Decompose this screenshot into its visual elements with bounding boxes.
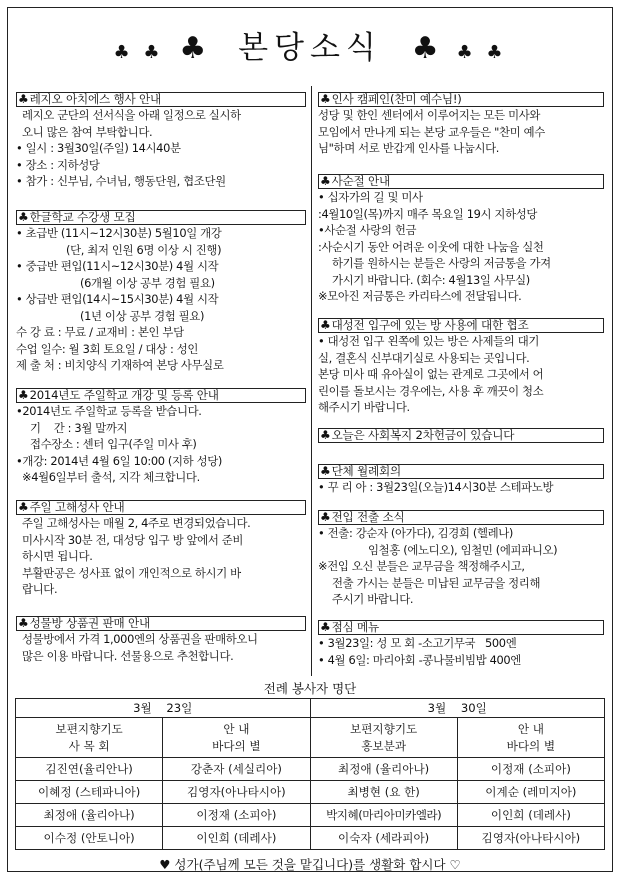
date-row [16,699,605,718]
text-line: ※4월6일부터 출석, 지각 체크합니다. [22,470,200,484]
text-line: :4월10일(목)까지 매주 목요일 19시 지하성당 [318,206,538,221]
text-line: 수 강 료 : 무료 / 교재비 : 본인 부담 [16,325,184,339]
header-cell [310,718,457,758]
column-divider [311,86,312,676]
header-group: 바다의 별 [506,738,556,753]
heading-text: 대성전 입구에 있는 방 사용에 대한 협조 [331,318,529,332]
heading-text: 오늘은 사회복지 2차헌금이 있습니다 [331,428,515,442]
heading-text: 주일 고해성사 안내 [29,500,125,514]
schedule-table [15,698,605,850]
header-group: 바다의 별 [212,738,261,753]
section-room-usage [318,318,604,416]
text-line: •2014년도 주일학교 등록을 받습니다. [16,404,202,418]
heading-text: 레지오 아치에스 행사 안내 [29,92,162,106]
schedule-title: 전례 봉사자 명단 [263,681,357,696]
text-line: • 장소 : 지하성당 [16,157,100,172]
section-sunday-school [16,388,306,486]
bulletin-page [7,7,613,872]
text-line: 접수장소 : 센터 입구(주일 미사 후) [30,437,197,451]
text-line: 제 출 처 : 비치양식 기재하여 본당 사무실로 [16,358,224,372]
text-line: :사순시기 동안 어려운 이웃에 대한 나눔을 실천 [318,239,544,254]
section-heading [16,616,306,631]
table-row [16,781,605,804]
heading-text: 단체 월례회의 [331,464,402,478]
text-line: 해주시기 바랍니다. [318,400,410,414]
text-line: 미사시작 30분 전, 대성당 입구 방 앞에서 준비 [22,532,244,547]
text-line: 린이를 돌보시는 경우에는, 사용 후 깨끗이 청소 [318,383,544,398]
section-heading [16,500,306,515]
table-cell: 최병현 (요 한) [310,781,457,804]
table-cell: 이수정 (안토니아) [16,827,163,850]
header-role: 안 내 [517,721,544,736]
club-icon: ♣ [320,318,331,332]
heading-text: 한글학교 수강생 모집 [29,210,136,224]
section-welfare-collection [318,428,604,443]
club-icon: ♣ [320,620,331,634]
text-line: 많은 이용 바랍니다. 선물용으로 추천합니다. [22,648,234,663]
header-role: 안 내 [223,721,250,736]
table-cell: 김진연(율리안나) [16,758,163,781]
table-cell: 박지혜(마리아미카엘라) [310,804,457,827]
table-cell: 이정재 (소피아) [457,758,604,781]
club-icon: ♣ [320,428,331,442]
section-greeting [318,92,604,157]
text-line: •개강: 2014년 4월 6일 10:00 (지하 성당) [16,453,223,468]
club-icon: ♣ [18,388,29,402]
section-heading [16,92,306,107]
text-line: ※전입 오신 분들은 교무금을 책정해주시고, [318,559,525,573]
table-cell: 최정애 (율리아나) [310,758,457,781]
table-cell: 이인희 (데레사) [163,827,310,850]
text-line: 레지오 군단의 선서식을 아래 일정으로 실시하 [22,108,241,122]
heading-text: 성물방 상품권 판매 안내 [29,616,151,630]
text-line: 실, 결혼식 신부대기실로 사용되는 곳입니다. [318,350,530,365]
text-line: 오니 많은 참여 부탁합니다. [22,124,153,139]
header-role: 보편지향기도 [55,721,123,736]
section-korean-school [16,210,306,374]
club-icon: ♣ [320,510,331,524]
text-line: • 전출: 강순자 (아가다), 김경희 (헬레나) [318,526,514,540]
text-line: • 3월23일: 성 모 회 -소고기무국 500엔 [318,636,517,650]
text-line: 랍니다. [22,582,58,596]
club-icon: ♣ [18,92,29,106]
section-group-meeting [318,464,604,496]
table-cell: 강춘자 (세실리아) [163,758,310,781]
heading-text: 2014년도 주일학교 개강 및 등록 안내 [29,388,219,402]
header-cell [16,718,163,758]
section-heading [16,388,306,403]
footer-slogan: ♥ 성가(주님께 모든 것을 맡깁니다)를 생활화 합시다 ♡ [159,857,461,872]
text-line: ※모아진 저금통은 카리타스에 전달됩니다. [318,289,522,303]
heading-text: 전입 전출 소식 [331,510,405,524]
header-role: 보편지향기도 [350,721,418,736]
section-gift-certificate [16,616,306,664]
text-line: 성물방에서 가격 1,000엔의 상품권을 판매하오니 [22,632,258,646]
text-line: • 대성전 입구 왼쪽에 있는 방은 사제들의 대기 [318,334,540,348]
text-line: 성당 및 한인 센터에서 이루어지는 모든 미사와 [318,108,541,122]
section-heading [318,620,604,635]
text-line: 하시면 됩니다. [22,549,93,563]
table-row [16,804,605,827]
text-line: 모임에서 만나게 되는 본당 교우들은 "찬미 예수 [318,124,545,139]
text-line: (6개월 이상 공부 경험 필요) [80,275,215,290]
table-cell: 김영자(아나타시아) [457,827,604,850]
text-line: 하기를 원하시는 분들은 사랑의 저금통을 가져 [332,256,551,270]
text-line: 가시기 바랍니다. (회수: 4월13일 사무실) [332,272,530,287]
text-line: • 상급반 편입(14시~15시30분) 4월 시작 [16,292,219,306]
text-line: • 십자가의 길 및 미사 [318,190,423,204]
text-line: 부활판공은 성사표 없이 개인적으로 하시기 바 [22,565,241,580]
section-heading [318,318,604,333]
title-text: 본당소식 [238,30,382,66]
section-heading [318,174,604,189]
section-transfer [318,510,604,608]
header-group: 홍보분과 [361,738,407,753]
text-line: • 꾸 리 아 : 3월23일(오늘)14시30분 스테파노방 [318,480,554,494]
text-line: 주일 고해성사는 매월 2, 4주로 변경되었습니다. [22,516,251,530]
header-cell [457,718,604,758]
section-confession [16,500,306,598]
header-cell [163,718,310,758]
table-cell: 이혜정 (스테파니아) [16,781,163,804]
club-icon: ♣ [18,500,29,514]
text-line: 전출 가시는 분들은 미납된 교무금을 정리해 [332,575,541,590]
text-line: (1년 이상 공부 경험 필요) [80,308,205,323]
heading-text: 사순절 안내 [331,174,391,188]
clubs-decoration-right: ♣ ♣ [456,42,507,63]
table-cell: 이인희 (데레사) [457,804,604,827]
text-line: • 중급반 편입(11시~12시30분) 4월 시작 [16,259,219,273]
section-heading [318,428,604,443]
heading-text: 인사 캠페인(찬미 예수님!) [331,92,462,106]
clubs-decoration-left: ♣ ♣ [113,42,164,63]
club-icon: ♣ [18,616,29,630]
text-line: • 일시 : 3월30일(주일) 14시40분 [16,141,181,155]
table-cell: 최정애 (율리아나) [16,804,163,827]
table-cell: 이계순 (레미지아) [457,781,604,804]
table-cell: 이정재 (소피아) [163,804,310,827]
club-icon: ♣ [320,174,331,188]
page-title [8,22,612,67]
section-heading [318,464,604,479]
section-heading [318,92,604,107]
text-line: 님"하며 서로 반갑게 인사를 나눕시다. [318,141,500,155]
section-legio [16,92,306,190]
text-line: • 초급반 (11시~12시30분) 5월10일 개강 [16,226,222,240]
text-line: 임철홍 (에노디오), 임철민 (에피파니오) [368,542,558,557]
text-line: • 참가 : 신부님, 수녀님, 행동단원, 협조단원 [16,174,226,188]
text-line: 수업 일수: 월 3회 토요일 / 대상 : 성인 [16,341,199,356]
club-icon: ♣ [320,92,331,106]
text-line: (단, 최저 인원 6명 이상 시 진행) [66,242,222,257]
section-lent [318,174,604,305]
heading-text: 점심 메뉴 [331,620,380,634]
club-icon: ♣ [18,210,29,224]
header-group: 사 목 회 [68,738,110,753]
text-line: 본당 미사 때 유아실이 없는 관계로 그곳에서 어 [318,367,544,381]
date-cell: 3월 30일 [310,699,605,718]
table-cell: 김영자(아나타시아) [163,781,310,804]
text-line: • 4월 6일: 마리아회 -콩나물비빔밥 400엔 [318,652,521,667]
table-row [16,827,605,850]
date-cell: 3월 23일 [16,699,311,718]
table-row [16,758,605,781]
section-heading [318,510,604,525]
liturgy-schedule [15,680,605,850]
club-icon: ♣ [320,464,331,478]
club-icon-right: ♣ [411,31,441,66]
text-line: 주시기 바랍니다. [332,592,414,606]
table-cell: 이숙자 (세라피아) [310,827,457,850]
section-heading [16,210,306,225]
text-line: 기 간 : 3월 말까지 [30,420,128,435]
text-line: •사순절 사랑의 헌금 [318,223,417,237]
header-row [16,718,605,758]
section-lunch-menu [318,620,604,668]
club-icon-left: ♣ [179,31,209,66]
